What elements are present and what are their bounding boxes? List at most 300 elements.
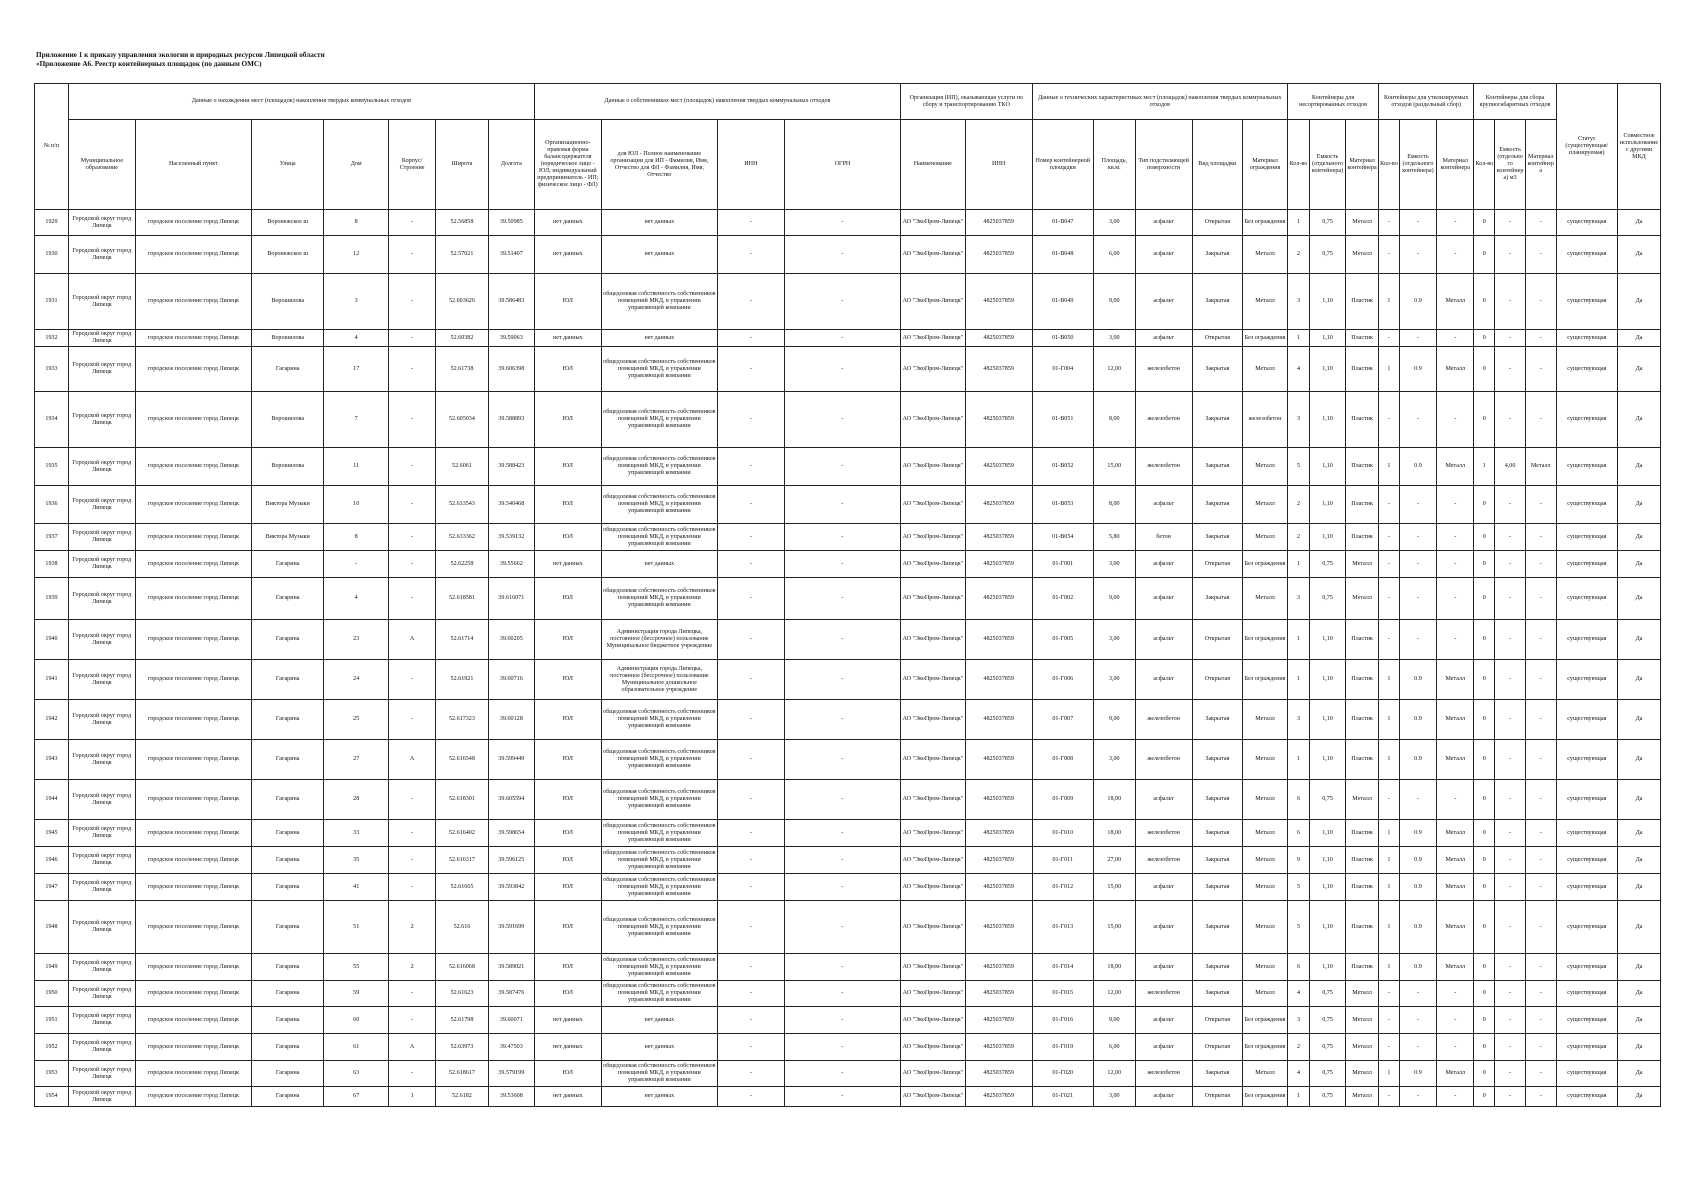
table-cell: 5 xyxy=(1288,874,1310,901)
table-cell: 39.540468 xyxy=(488,486,534,524)
table-cell: - xyxy=(784,524,900,551)
table-cell: Городской округ город Липецк xyxy=(68,780,135,820)
table-cell: АО "ЭкоПром-Липецк" xyxy=(901,486,966,524)
table-cell: асфальт xyxy=(1135,1034,1192,1061)
table-cell: Металл xyxy=(1437,660,1474,700)
table-cell: 1 xyxy=(1379,274,1400,330)
table-cell: Да xyxy=(1618,847,1661,874)
table-cell: 4825037859 xyxy=(965,330,1032,347)
table-cell: - xyxy=(784,448,900,486)
table-cell: Закрытая xyxy=(1192,847,1242,874)
table-cell: железобетон xyxy=(1135,740,1192,780)
table-cell: городское поселение город Липецк xyxy=(135,780,251,820)
table-cell: Металл xyxy=(1437,740,1474,780)
table-cell: - xyxy=(1399,236,1436,274)
table-cell: 52.618301 xyxy=(436,780,489,820)
table-cell: Да xyxy=(1618,210,1661,236)
table-cell: городское поселение город Липецк xyxy=(135,347,251,392)
table-cell: существующая xyxy=(1556,578,1617,620)
table-cell: - xyxy=(1379,1087,1400,1107)
table-row xyxy=(35,700,1661,740)
table-cell: Открытая xyxy=(1192,1007,1242,1034)
table-cell: Пластик xyxy=(1346,274,1379,330)
table-cell: - xyxy=(784,1061,900,1087)
table-cell: - xyxy=(1399,392,1436,448)
table-cell: 01-В048 xyxy=(1032,236,1093,274)
table-cell: 9 xyxy=(1288,847,1310,874)
table-cell: - xyxy=(1437,236,1474,274)
table-cell: Металл xyxy=(1243,820,1288,847)
table-cell: 0.9 xyxy=(1399,847,1436,874)
table-cell: Гагарина xyxy=(252,981,324,1007)
table-cell: - xyxy=(1525,901,1556,954)
table-cell: Администрация города Липецка, постоянное (бессрочное) пользование Муниципальное бюджетное учреждение xyxy=(601,620,717,660)
table-row xyxy=(35,1087,1661,1107)
table-cell: 1931 xyxy=(35,274,69,330)
table-cell: - xyxy=(389,448,436,486)
table-cell: асфальт xyxy=(1135,236,1192,274)
table-cell: 1 xyxy=(1379,901,1400,954)
table-cell: АО "ЭкоПром-Липецк" xyxy=(901,700,966,740)
table-cell: - xyxy=(717,578,784,620)
table-cell: ЮЛ xyxy=(534,524,601,551)
table-cell: Металл xyxy=(1346,981,1379,1007)
table-cell: общедолевая собственность собственников помещений МКД, в управлении управляющей компании xyxy=(601,700,717,740)
table-row xyxy=(35,660,1661,700)
table-cell: - xyxy=(1437,392,1474,448)
col-unsorted-material: Материал контейнера xyxy=(1346,120,1379,210)
table-cell: 0,75 xyxy=(1309,210,1345,236)
table-cell: Закрытая xyxy=(1192,236,1242,274)
table-cell: - xyxy=(1495,981,1526,1007)
table-cell: Городской округ город Липецк xyxy=(68,448,135,486)
table-cell: АО "ЭкоПром-Липецк" xyxy=(901,780,966,820)
table-cell: 1,10 xyxy=(1309,274,1345,330)
table-cell: 1935 xyxy=(35,448,69,486)
table-cell: городское поселение город Липецк xyxy=(135,740,251,780)
table-cell: Закрытая xyxy=(1192,524,1242,551)
table-cell: асфальт xyxy=(1135,486,1192,524)
table-cell: нет данных xyxy=(601,551,717,578)
table-cell: Воронежское ш xyxy=(252,210,324,236)
table-cell: общедолевая собственность собственников помещений МКД, в управлении управляющей компании xyxy=(601,820,717,847)
table-cell: 2 xyxy=(1288,486,1310,524)
table-cell: 9,00 xyxy=(1093,1007,1135,1034)
table-cell: - xyxy=(1437,330,1474,347)
table-cell: Да xyxy=(1618,740,1661,780)
col-legal-form: Организационно-правовая форма балансодержателя (юридическое лицо - ЮЛ; индивидуальный предприниматель - ИП; физическое лицо - ФЛ) xyxy=(534,120,601,210)
table-cell: 0.9 xyxy=(1399,700,1436,740)
table-row xyxy=(35,820,1661,847)
table-cell: 0,75 xyxy=(1309,780,1345,820)
table-cell: 52.61738 xyxy=(436,347,489,392)
table-cell: 2 xyxy=(389,901,436,954)
table-cell: 67 xyxy=(324,1087,389,1107)
table-cell: 1 xyxy=(389,1087,436,1107)
table-cell: - xyxy=(717,210,784,236)
table-cell: 2 xyxy=(1288,1034,1310,1061)
table-cell: 01-В047 xyxy=(1032,210,1093,236)
table-cell: Без ограждения xyxy=(1243,620,1288,660)
table-cell: АО "ЭкоПром-Липецк" xyxy=(901,347,966,392)
table-cell: 1933 xyxy=(35,347,69,392)
table-cell: - xyxy=(389,274,436,330)
table-cell: 52.61665 xyxy=(436,874,489,901)
table-cell: Без ограждения xyxy=(1243,330,1288,347)
col-bulky-count: Кол-во xyxy=(1474,120,1495,210)
table-cell: Без ограждения xyxy=(1243,1034,1288,1061)
table-cell: общедолевая собственность собственников помещений МКД, в управлении управляющей компании xyxy=(601,448,717,486)
table-cell: - xyxy=(1379,620,1400,660)
table-cell: 3 xyxy=(1288,392,1310,448)
table-cell: - xyxy=(717,1087,784,1107)
table-cell: Закрытая xyxy=(1192,874,1242,901)
table-cell: Открытая xyxy=(1192,551,1242,578)
table-cell: Гагарина xyxy=(252,874,324,901)
table-cell: Городской округ город Липецк xyxy=(68,210,135,236)
table-cell: 1 xyxy=(1288,551,1310,578)
table-cell: ЮЛ xyxy=(534,954,601,981)
table-cell: 1938 xyxy=(35,551,69,578)
table-cell: Металл xyxy=(1346,1061,1379,1087)
table-row xyxy=(35,981,1661,1007)
table-cell: 52.61623 xyxy=(436,981,489,1007)
group-tech: Данные о технических характеристиках мест (площадок) накопления твердых коммунальных отходов xyxy=(1032,84,1287,120)
table-cell: Городской округ город Липецк xyxy=(68,1087,135,1107)
table-cell: городское поселение город Липецк xyxy=(135,578,251,620)
table-cell: - xyxy=(717,1034,784,1061)
table-cell: 0 xyxy=(1474,874,1495,901)
table-cell: 59 xyxy=(324,981,389,1007)
table-cell: городское поселение город Липецк xyxy=(135,551,251,578)
table-cell: 1,10 xyxy=(1309,954,1345,981)
table-cell: Металл xyxy=(1437,700,1474,740)
table-cell: 52.6182 xyxy=(436,1087,489,1107)
table-cell: - xyxy=(1495,1034,1526,1061)
table-cell: 01-Г016 xyxy=(1032,1007,1093,1034)
table-row xyxy=(35,740,1661,780)
table-cell: 63 xyxy=(324,1061,389,1087)
table-cell: 1,10 xyxy=(1309,347,1345,392)
col-num: № п/п xyxy=(35,84,69,210)
table-cell: 39.55662 xyxy=(488,551,534,578)
table-cell: 0 xyxy=(1474,954,1495,981)
table-cell: существующая xyxy=(1556,330,1617,347)
table-cell: - xyxy=(1495,1061,1526,1087)
table-cell: - xyxy=(1495,274,1526,330)
table-cell: 52.617323 xyxy=(436,700,489,740)
table-cell: общедолевая собственность собственников помещений МКД, в управлении управляющей компании xyxy=(601,578,717,620)
table-cell: Металл xyxy=(1243,901,1288,954)
table-row xyxy=(35,210,1661,236)
table-cell: 41 xyxy=(324,874,389,901)
table-cell: 1940 xyxy=(35,620,69,660)
table-cell: - xyxy=(1495,660,1526,700)
col-settlement: Населенный пункт xyxy=(135,120,251,210)
table-row xyxy=(35,901,1661,954)
table-cell: 1,10 xyxy=(1309,448,1345,486)
table-cell: 1941 xyxy=(35,660,69,700)
table-cell: - xyxy=(784,847,900,874)
table-cell: существующая xyxy=(1556,620,1617,660)
table-cell: Закрытая xyxy=(1192,901,1242,954)
table-cell: 1 xyxy=(1379,700,1400,740)
table-cell: Городской округ город Липецк xyxy=(68,981,135,1007)
table-cell: Металл xyxy=(1243,780,1288,820)
table-cell: - xyxy=(389,551,436,578)
table-cell: городское поселение город Липецк xyxy=(135,524,251,551)
table-cell: - xyxy=(389,1007,436,1034)
table-cell: 1950 xyxy=(35,981,69,1007)
table-cell: 4825037859 xyxy=(965,551,1032,578)
table-row xyxy=(35,330,1661,347)
table-cell: - xyxy=(784,981,900,1007)
table-cell: АО "ЭкоПром-Липецк" xyxy=(901,274,966,330)
table-cell: - xyxy=(1495,700,1526,740)
table-cell: - xyxy=(1525,1034,1556,1061)
table-cell: Гагарина xyxy=(252,551,324,578)
table-cell: Металл xyxy=(1437,874,1474,901)
table-cell: 0 xyxy=(1474,981,1495,1007)
table-cell: бетон xyxy=(1135,524,1192,551)
table-cell: Гагарина xyxy=(252,820,324,847)
table-cell: общедолевая собственность собственников помещений МКД, в управлении управляющей компании xyxy=(601,780,717,820)
col-operator-inn: ИНН xyxy=(965,120,1032,210)
table-cell: 7 xyxy=(324,392,389,448)
table-cell: нет данных xyxy=(601,330,717,347)
table-cell: 1,10 xyxy=(1309,847,1345,874)
table-cell: Да xyxy=(1618,820,1661,847)
table-row xyxy=(35,874,1661,901)
table-cell: - xyxy=(1525,700,1556,740)
col-status: Статус (существующая/ планируемая) xyxy=(1556,84,1617,210)
table-cell: Пластик xyxy=(1346,660,1379,700)
table-cell: 3,00 xyxy=(1093,620,1135,660)
table-row xyxy=(35,392,1661,448)
table-cell: 4825037859 xyxy=(965,347,1032,392)
table-cell: нет данных xyxy=(601,1034,717,1061)
table-cell: железобетон xyxy=(1135,820,1192,847)
table-cell: 01-Г012 xyxy=(1032,874,1093,901)
table-cell: городское поселение город Липецк xyxy=(135,1061,251,1087)
table-cell: - xyxy=(1525,847,1556,874)
table-cell: 39.50985 xyxy=(488,210,534,236)
table-cell: А xyxy=(389,740,436,780)
table-cell: 4825037859 xyxy=(965,981,1032,1007)
table-cell: Металл xyxy=(1346,578,1379,620)
table-cell: Да xyxy=(1618,578,1661,620)
table-cell: 0 xyxy=(1474,486,1495,524)
table-cell: - xyxy=(1379,1034,1400,1061)
table-cell: ЮЛ xyxy=(534,874,601,901)
table-cell: 8 xyxy=(324,210,389,236)
table-cell: - xyxy=(1379,524,1400,551)
table-cell: 39.53608 xyxy=(488,1087,534,1107)
table-cell: - xyxy=(1437,551,1474,578)
table-cell: 0,75 xyxy=(1309,551,1345,578)
table-cell: Закрытая xyxy=(1192,954,1242,981)
group-unsorted: Контейнеры для несортированных отходов xyxy=(1288,84,1379,120)
table-cell: - xyxy=(1379,981,1400,1007)
table-cell: 27,00 xyxy=(1093,847,1135,874)
table-cell: Закрытая xyxy=(1192,347,1242,392)
table-cell: - xyxy=(389,847,436,874)
table-cell: существующая xyxy=(1556,1087,1617,1107)
table-cell: 52.616317 xyxy=(436,847,489,874)
table-cell: 4825037859 xyxy=(965,780,1032,820)
table-cell: Металл xyxy=(1243,274,1288,330)
table-cell: Металл xyxy=(1346,1034,1379,1061)
header-line-1: Приложение 1 к приказу управления экологии и природных ресурсов Липецкой области xyxy=(36,51,325,59)
table-cell: общедолевая собственность собственников помещений МКД, в управлении управляющей компании xyxy=(601,740,717,780)
table-cell: - xyxy=(1525,524,1556,551)
table-cell: - xyxy=(1525,578,1556,620)
table-cell: 1 xyxy=(1379,874,1400,901)
header-line-2: «Приложение А6. Реестр контейнерных площадок (по данным ОМС) xyxy=(36,60,262,68)
table-cell: 3,00 xyxy=(1093,551,1135,578)
table-cell: 1,10 xyxy=(1309,392,1345,448)
table-cell: 0 xyxy=(1474,660,1495,700)
table-cell: нет данных xyxy=(534,210,601,236)
table-cell: 39.60205 xyxy=(488,620,534,660)
table-cell: 0.9 xyxy=(1399,874,1436,901)
table-cell: 0,75 xyxy=(1309,578,1345,620)
table-cell: Да xyxy=(1618,330,1661,347)
table-cell: - xyxy=(784,551,900,578)
table-cell: - xyxy=(784,1034,900,1061)
table-cell: 35 xyxy=(324,847,389,874)
table-cell: 1 xyxy=(1288,210,1310,236)
table-cell: существующая xyxy=(1556,700,1617,740)
table-cell: 1,10 xyxy=(1309,700,1345,740)
table-cell: 10 xyxy=(324,486,389,524)
table-cell: 3 xyxy=(324,274,389,330)
table-cell: 15,00 xyxy=(1093,448,1135,486)
table-cell: Гагарина xyxy=(252,901,324,954)
table-cell: ЮЛ xyxy=(534,847,601,874)
table-row xyxy=(35,236,1661,274)
table-cell: 39.598654 xyxy=(488,820,534,847)
table-cell: 01-Г004 xyxy=(1032,347,1093,392)
table-cell: - xyxy=(784,486,900,524)
table-cell: Металл xyxy=(1437,274,1474,330)
table-cell: 0,75 xyxy=(1309,1061,1345,1087)
table-cell: Городской округ город Липецк xyxy=(68,700,135,740)
table-cell: 1,10 xyxy=(1309,486,1345,524)
table-cell: Ворошилова xyxy=(252,448,324,486)
table-cell: 52.616402 xyxy=(436,820,489,847)
table-cell: Да xyxy=(1618,1034,1661,1061)
col-fence: Материал ограждения xyxy=(1243,120,1288,210)
table-cell: Гагарина xyxy=(252,347,324,392)
table-cell: 1 xyxy=(1379,1061,1400,1087)
table-cell: Пластик xyxy=(1346,448,1379,486)
table-cell: Пластик xyxy=(1346,847,1379,874)
table-cell: - xyxy=(1379,210,1400,236)
table-cell: - xyxy=(1495,486,1526,524)
table-cell: Пластик xyxy=(1346,620,1379,660)
table-cell: 01-Г013 xyxy=(1032,901,1093,954)
table-cell: 3 xyxy=(1288,700,1310,740)
table-cell: 28 xyxy=(324,780,389,820)
table-cell: 1951 xyxy=(35,1007,69,1034)
table-cell: 01-Г005 xyxy=(1032,620,1093,660)
group-recyclable: Контейнеры для утилизируемых отходов (раздельный сбор) xyxy=(1379,84,1474,120)
table-cell: железобетон xyxy=(1243,392,1288,448)
table-cell: 0,75 xyxy=(1309,981,1345,1007)
table-cell: Металл xyxy=(1437,347,1474,392)
table-cell: - xyxy=(389,210,436,236)
table-cell: 4825037859 xyxy=(965,660,1032,700)
table-cell: - xyxy=(1437,486,1474,524)
table-cell: 0.9 xyxy=(1399,954,1436,981)
table-cell: 3,00 xyxy=(1093,740,1135,780)
table-cell: - xyxy=(717,1061,784,1087)
table-cell: 0.9 xyxy=(1399,820,1436,847)
table-cell: - xyxy=(1379,236,1400,274)
table-cell: - xyxy=(1399,524,1436,551)
table-cell: городское поселение город Липецк xyxy=(135,486,251,524)
table-cell: 1 xyxy=(1474,448,1495,486)
table-cell: 39.587476 xyxy=(488,981,534,1007)
table-row xyxy=(35,1061,1661,1087)
table-cell: - xyxy=(1495,820,1526,847)
table-cell: 9,00 xyxy=(1093,274,1135,330)
table-cell: асфальт xyxy=(1135,1007,1192,1034)
table-cell: нет данных xyxy=(534,551,601,578)
table-cell: Металл xyxy=(1243,700,1288,740)
table-cell: Городской округ город Липецк xyxy=(68,236,135,274)
table-cell: - xyxy=(717,620,784,660)
table-cell: - xyxy=(389,700,436,740)
table-cell: Без ограждения xyxy=(1243,660,1288,700)
table-cell: - xyxy=(784,236,900,274)
table-cell: Да xyxy=(1618,874,1661,901)
table-cell: 0 xyxy=(1474,1007,1495,1034)
table-cell: 4825037859 xyxy=(965,1061,1032,1087)
table-cell: - xyxy=(1399,1034,1436,1061)
table-cell: 1,10 xyxy=(1309,330,1345,347)
table-cell: Городской округ город Липецк xyxy=(68,620,135,660)
table-cell: - xyxy=(1495,740,1526,780)
table-cell: Закрытая xyxy=(1192,486,1242,524)
table-cell: городское поселение город Липецк xyxy=(135,620,251,660)
table-cell: Металл xyxy=(1243,981,1288,1007)
table-cell: 27 xyxy=(324,740,389,780)
table-cell: - xyxy=(717,981,784,1007)
table-cell: Металл xyxy=(1243,1061,1288,1087)
table-cell: - xyxy=(1379,392,1400,448)
table-cell: - xyxy=(1437,1034,1474,1061)
table-cell: 23 xyxy=(324,620,389,660)
table-cell: АО "ЭкоПром-Липецк" xyxy=(901,392,966,448)
table-cell: 0 xyxy=(1474,1034,1495,1061)
table-cell: Без ограждения xyxy=(1243,1007,1288,1034)
table-cell: Пластик xyxy=(1346,524,1379,551)
col-recyclable-volume: Емкость (отдельного контейнера) xyxy=(1399,120,1436,210)
table-cell: 4 xyxy=(324,330,389,347)
table-cell: Пластик xyxy=(1346,486,1379,524)
table-cell: существующая xyxy=(1556,274,1617,330)
col-owner-name: для ЮЛ - Полное наименование организации для ИП - Фамилия, Имя, Отчество для ФЛ - Фамилия, Имя, Отчество xyxy=(601,120,717,210)
table-cell: - xyxy=(1495,210,1526,236)
group-location: Данные о нахождении мест (площадок) накопления твердых коммунальных отходов xyxy=(68,84,534,120)
table-cell: 01-Г001 xyxy=(1032,551,1093,578)
table-cell: - xyxy=(1379,330,1400,347)
col-municipality: Муниципальное образование xyxy=(68,120,135,210)
table-cell: - xyxy=(784,210,900,236)
table-cell: городское поселение город Липецк xyxy=(135,954,251,981)
